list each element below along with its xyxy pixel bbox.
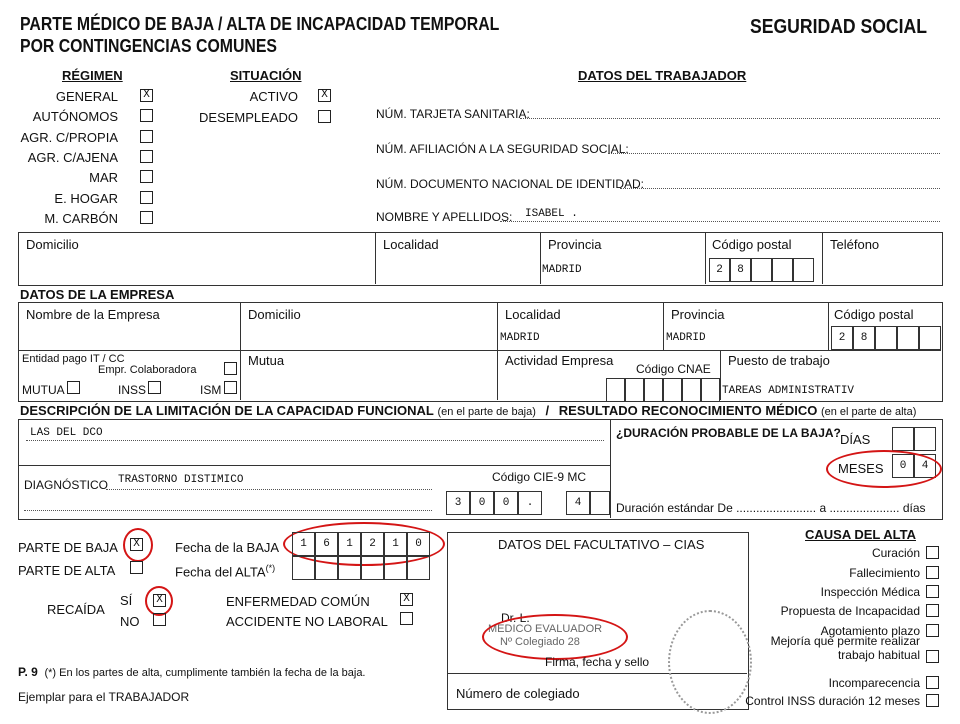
causa-7-label: Control INSS duración 12 meses: [745, 694, 920, 708]
duracion-label: ¿DURACIÓN PROBABLE DE LA BAJA?: [616, 426, 841, 440]
limitacion-heading: [20, 403, 916, 418]
cie-cell-2[interactable]: 0: [494, 491, 518, 515]
regimen-heading: RÉGIMEN: [62, 68, 123, 83]
causa-0-checkbox[interactable]: [926, 546, 939, 559]
inss-option-label: INSS: [118, 383, 147, 397]
limitacion-note: (en el parte de baja): [437, 406, 536, 418]
fecha-baja-cell-3[interactable]: 2: [361, 532, 384, 556]
regimen-1-checkbox[interactable]: [140, 109, 153, 122]
cnae-cell-0[interactable]: [606, 378, 625, 402]
fecha-alta-text: Fecha del ALTA: [175, 564, 266, 580]
causa-6-label: Incomparecencia: [828, 676, 920, 690]
regimen-0-checkbox[interactable]: X: [140, 89, 153, 102]
empresa-heading: DATOS DE LA EMPRESA: [20, 287, 175, 302]
regimen-4-checkbox[interactable]: [140, 170, 153, 183]
enfermedad-label: ENFERMEDAD COMÚN: [226, 594, 370, 609]
cnae-cell-2[interactable]: [644, 378, 663, 402]
empresa-cp-cell-1[interactable]: 8: [853, 326, 875, 350]
meses-cell-2[interactable]: 4: [914, 454, 936, 478]
nombre-field[interactable]: [500, 221, 940, 222]
stamp-line2: Nº Colegiado 28: [500, 636, 580, 648]
empresa-cp-cell-0[interactable]: 2: [831, 326, 853, 350]
enfermedad-checkbox[interactable]: X: [400, 593, 413, 606]
diagnostico-field[interactable]: [106, 489, 432, 490]
estandar-text: Duración estándar: [616, 501, 715, 515]
regimen-3-checkbox[interactable]: [140, 150, 153, 163]
afiliacion-field[interactable]: [608, 153, 940, 154]
mutua-option-label: MUTUA: [22, 383, 65, 397]
firma-label: Firma, fecha y sello: [545, 655, 650, 669]
situacion-desempleado-label: DESEMPLEADO: [199, 110, 298, 125]
resultado-note: (en el parte de alta): [820, 406, 917, 418]
cnae-cell-4[interactable]: [682, 378, 701, 402]
fecha-alta-cell-4[interactable]: [384, 556, 407, 580]
cnae-cell-3[interactable]: [663, 378, 682, 402]
regimen-6-label: M. CARBÓN: [44, 210, 118, 226]
fecha-baja-cell-5[interactable]: 0: [407, 532, 430, 556]
meses-cell-1[interactable]: 0: [892, 454, 914, 478]
tarjeta-label: NÚM. TARJETA SANITARIA:: [376, 107, 530, 121]
official-seal: [668, 610, 752, 714]
regimen-3-label: AGR. C/AJENA: [27, 149, 118, 165]
diagnostico-field-line2: [24, 510, 432, 511]
causa-alta-heading: CAUSA DEL ALTA: [805, 527, 916, 542]
si-label: SÍ: [120, 593, 133, 608]
causa-6-checkbox[interactable]: [926, 676, 939, 689]
empresa-provincia-value: MADRID: [666, 332, 706, 344]
footer-note: [18, 665, 366, 679]
puesto-value: TAREAS ADMINISTRATIV: [722, 385, 855, 397]
dias-cell-1[interactable]: [892, 427, 914, 451]
fecha-baja-cell-0[interactable]: 1: [292, 532, 315, 556]
fecha-alta-cell-2[interactable]: [338, 556, 361, 580]
domicilio-label: Domicilio: [26, 237, 79, 252]
accidente-label: ACCIDENTE NO LABORAL: [226, 614, 388, 629]
page-number: P. 9: [18, 665, 38, 679]
fecha-baja-label: Fecha de la BAJA: [175, 540, 280, 555]
localidad-label: Localidad: [383, 237, 439, 252]
fecha-alta-cell-3[interactable]: [361, 556, 384, 580]
limitacion-title: DESCRIPCIÓN DE LA LIMITACIÓN DE LA CAPACIDAD FUNCIONAL: [20, 403, 434, 418]
cp-cell-0[interactable]: 2: [709, 258, 730, 282]
parte-alta-checkbox[interactable]: [130, 561, 143, 574]
fecha-alta-cell-0[interactable]: [292, 556, 315, 580]
situacion-activo-checkbox[interactable]: X: [318, 89, 331, 102]
inss-checkbox[interactable]: [148, 381, 161, 394]
causa-3-checkbox[interactable]: [926, 604, 939, 617]
causa-2-label: Inspección Médica: [820, 585, 920, 599]
cie-cell-3[interactable]: .: [518, 491, 542, 515]
dias-label: DÍAS: [840, 432, 871, 447]
nombre-label: NOMBRE Y APELLIDOS:: [376, 210, 513, 224]
parte-alta-label: PARTE DE ALTA: [18, 563, 116, 578]
cp-cell-1[interactable]: 8: [730, 258, 751, 282]
estandar-label: Duración estándar De ........................ a ..................... días: [616, 501, 926, 515]
puesto-label: Puesto de trabajo: [728, 353, 830, 368]
entidad-label: Entidad pago IT / CC: [22, 353, 125, 365]
regimen-0-label: GENERAL: [55, 89, 118, 104]
causa-1-checkbox[interactable]: [926, 566, 939, 579]
regimen-6-checkbox[interactable]: [140, 211, 153, 224]
actividad-label: Actividad Empresa: [505, 353, 614, 368]
recaida-no-checkbox[interactable]: [153, 613, 166, 626]
causa-4-label: Agotamiento plazo: [820, 624, 920, 638]
cie-cell-5[interactable]: [590, 491, 610, 515]
causa-3-label: Propuesta de Incapacidad: [780, 604, 920, 618]
provincia-value: MADRID: [542, 264, 582, 276]
regimen-5-checkbox[interactable]: [140, 191, 153, 204]
cnae-cell-5[interactable]: [701, 378, 720, 402]
resultado-title: RESULTADO RECONOCIMIENTO MÉDICO: [558, 403, 818, 418]
heading-separator: /: [545, 403, 550, 418]
agency-name: SEGURIDAD SOCIAL: [750, 16, 927, 38]
mutua-label: Mutua: [248, 353, 285, 368]
doctor-name: Dr. L.: [501, 611, 530, 625]
empresa-domicilio-label: Domicilio: [248, 307, 301, 322]
causa-5-checkbox[interactable]: [926, 650, 939, 663]
empresa-cp-cell-4[interactable]: [919, 326, 941, 350]
situacion-activo-label: ACTIVO: [249, 89, 298, 104]
parte-baja-checkbox[interactable]: X: [130, 538, 143, 551]
regimen-4-label: MAR: [89, 170, 118, 186]
regimen-1-label: AUTÓNOMOS: [32, 109, 118, 125]
situacion-desempleado-checkbox[interactable]: [318, 110, 331, 123]
regimen-5-label: E. HOGAR: [54, 190, 118, 206]
trabajador-heading: DATOS DEL TRABAJADOR: [578, 68, 747, 83]
diagnostico-label: DIAGNÓSTICO: [24, 478, 109, 492]
form-title: PARTE MÉDICO DE BAJA / ALTA DE INCAPACIDAD TEMPORAL: [20, 14, 500, 34]
regimen-2-label: AGR. C/PROPIA: [20, 129, 118, 145]
cp-cell-4[interactable]: [793, 258, 814, 282]
cnae-label: Código CNAE: [636, 362, 711, 376]
doctor-highlight: [482, 614, 628, 660]
ism-option-label: ISM: [200, 383, 222, 397]
causa-0-label: Curación: [871, 546, 920, 560]
recaida-highlight: [145, 586, 173, 616]
recaida-si-checkbox[interactable]: X: [153, 594, 166, 607]
causa-1-label: Fallecimiento: [849, 566, 920, 580]
fecha-baja-cell-1[interactable]: 6: [315, 532, 338, 556]
colaboradora-label: Empr. Colaboradora: [98, 364, 197, 376]
footnote: (*) En los partes de alta, cumplimente también la fecha de la baja.: [44, 667, 366, 679]
empresa-cp-label: Código postal: [834, 307, 914, 322]
nombre-value: ISABEL .: [525, 208, 578, 220]
form-subtitle: POR CONTINGENCIAS COMUNES: [20, 36, 277, 56]
situacion-heading: SITUACIÓN: [230, 68, 302, 83]
colaboradora-checkbox[interactable]: [224, 362, 237, 375]
causa-2-checkbox[interactable]: [926, 585, 939, 598]
cie-label: Código CIE-9 MC: [492, 470, 587, 484]
de-text: De: [717, 501, 733, 515]
cie-cell-1[interactable]: 0: [470, 491, 494, 515]
copy-label: Ejemplar para el TRABAJADOR: [18, 690, 190, 704]
fecha-alta-footnote-mark: (*): [265, 563, 276, 573]
provincia-label: Provincia: [548, 237, 602, 252]
causa-4-checkbox[interactable]: [926, 624, 939, 637]
a-text: a: [819, 501, 827, 515]
telefono-label: Teléfono: [830, 237, 880, 252]
fecha-alta-cell-1[interactable]: [315, 556, 338, 580]
diagnostico-value: TRASTORNO DISTIMICO: [118, 474, 244, 486]
fecha-alta-cell-5[interactable]: [407, 556, 430, 580]
empresa-provincia-label: Provincia: [671, 307, 725, 322]
accidente-checkbox[interactable]: [400, 612, 413, 625]
meses-highlight: [826, 450, 942, 488]
cnae-cell-1[interactable]: [625, 378, 644, 402]
no-label: NO: [120, 614, 140, 629]
recaida-label: RECAÍDA: [47, 602, 105, 617]
regimen-2-checkbox[interactable]: [140, 130, 153, 143]
empresa-localidad-label: Localidad: [505, 307, 561, 322]
cie-cell-0[interactable]: 3: [446, 491, 470, 515]
descripcion-value: LAS DEL DCO: [30, 427, 103, 439]
ism-checkbox[interactable]: [224, 381, 237, 394]
cp-cell-3[interactable]: [772, 258, 793, 282]
dias-cell-2[interactable]: [914, 427, 936, 451]
empresa-nombre-label: Nombre de la Empresa: [26, 307, 160, 322]
dni-field[interactable]: [620, 188, 940, 189]
fecha-alta-label: [175, 563, 275, 579]
tarjeta-field[interactable]: [520, 118, 940, 119]
cp-cell-2[interactable]: [751, 258, 772, 282]
empresa-cp-cell-2[interactable]: [875, 326, 897, 350]
causa-7-checkbox[interactable]: [926, 694, 939, 707]
fecha-baja-cell-2[interactable]: 1: [338, 532, 361, 556]
parte-baja-label: PARTE DE BAJA: [18, 540, 118, 555]
parte-baja-highlight: [123, 528, 153, 562]
facultativo-heading: DATOS DEL FACULTATIVO – CIAS: [498, 537, 705, 552]
causa-5-label: Mejoría que permite realizar trabajo habitual: [770, 634, 920, 662]
empresa-cp-cell-3[interactable]: [897, 326, 919, 350]
afiliacion-label: NÚM. AFILIACIÓN A LA SEGURIDAD SOCIAL:: [376, 142, 629, 156]
mutua-checkbox[interactable]: [67, 381, 80, 394]
descripcion-field[interactable]: [26, 440, 604, 441]
colegiado-label: Número de colegiado: [456, 686, 580, 701]
dias-suffix: días: [902, 501, 926, 515]
meses-label: MESES: [838, 461, 884, 476]
empresa-localidad-value: MADRID: [500, 332, 540, 344]
fecha-baja-cell-4[interactable]: 1: [384, 532, 407, 556]
cie-cell-4[interactable]: 4: [566, 491, 590, 515]
cp-label: Código postal: [712, 237, 792, 252]
dni-label: NÚM. DOCUMENTO NACIONAL DE IDENTIDAD:: [376, 177, 645, 191]
stamp-line1: MEDICO EVALUADOR: [488, 623, 603, 635]
